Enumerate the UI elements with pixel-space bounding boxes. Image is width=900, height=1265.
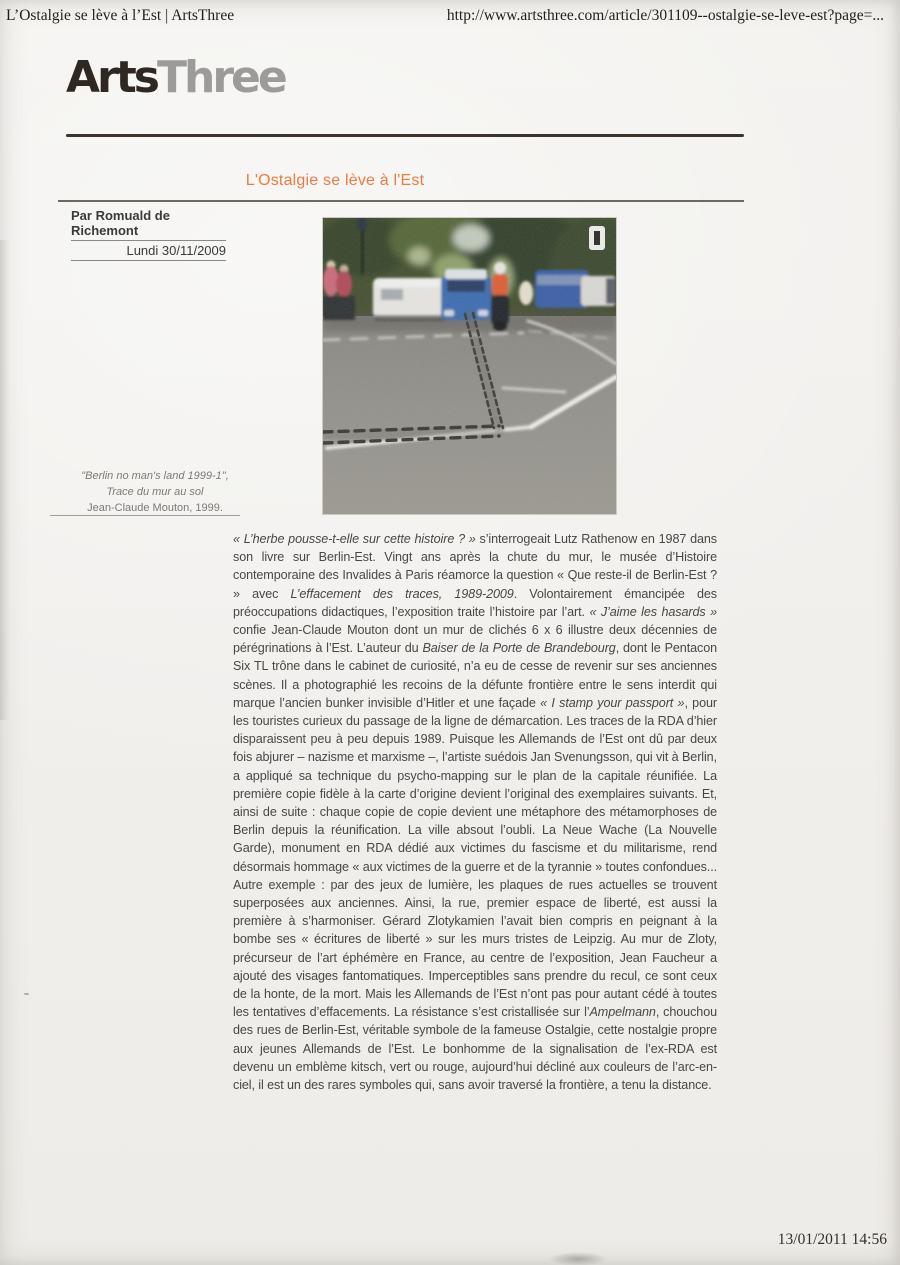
print-header-url: http://www.artsthree.com/article/301109--ostalgie-se-leve-est?page=... <box>446 7 884 24</box>
article-photo <box>323 218 616 514</box>
print-header-title: L’Ostalgie se lève à l’Est | ArtsThree <box>6 7 235 24</box>
photo-caption-credit: Jean-Claude Mouton, 1999. <box>87 502 223 515</box>
logo-three: Three <box>156 52 285 103</box>
byline-block <box>71 206 226 261</box>
logo-arts: Arts <box>66 52 157 103</box>
article-author: Par Romuald de Richemont <box>71 206 226 241</box>
artsthree-logo <box>66 52 285 103</box>
scan-speck <box>24 993 29 995</box>
photo-caption <box>65 468 245 517</box>
article-date: Lundi 30/11/2009 <box>71 241 226 261</box>
title-divider <box>58 200 744 202</box>
scan-smudge <box>0 240 10 720</box>
print-timestamp: 13/01/2011 14:56 <box>777 1231 887 1248</box>
article-body: « L’herbe pousse-t-elle sur cette histoire ? » s’interrogeait Lutz Rathenow en 1987 dans son livre sur Berlin-Est. Vingt ans après la chute du mur, le musée d’Histoire contemporaine des Invalides à Paris réamorce la question « Que reste-il de Berlin-Est ? » avec L’effacement des traces, 1989-2009. Volontairement émancipée des préoccupations didactiques, l’exposition traite l’histoire par l’art. « J’aime les hasards » confie Jean-Claude Mouton dont un mur de clichés 6 x 6 illustre deux décennies de pérégrinations à l’Est. L’auteur du Baiser de la Porte de Brandebourg, dont le Pentacon Six TL trône dans le cabinet de curiosité, n’a eu de cesse de revenir sur ses anciennes scènes. Il a photographié les recoins de la défunte frontière entre le sens interdit qui marque l’ancien bunker invisible d’Hitler et une façade « I stamp your passport », pour les touristes curieux du passage de la ligne de démarcation. Les traces de la RDA d’hier disparaissent peu à peu depuis 1989. Puisque les Allemands de l’Est ont dû par deux fois abjurer – nazisme et marxisme –, l’artiste suédois Jan Svenungsson, qui vit à Berlin, a appliqué sa technique du psycho-mapping sur le plan de la capitale réunifiée. La première copie fidèle à la carte d’origine devient l’original des exemplaires suivants. Et, ainsi de suite : chaque copie de copie devient une métaphore des métamorphoses de Berlin depuis la réunification. La ville absout l’oubli. La Neue Wache (La Nouvelle Garde), monument en RDA dédié aux victimes du fascisme et du militarisme, rend désormais hommage « aux victimes de la guerre et de la tyrannie » toutes confondues... Autre exemple : par des jeux de lumière, les plaques de rues actuelles se trouvent superposées aux anciennes. Ainsi, la rue, premier espace de liberté, est aussi la première à s’harmoniser. Gérard Zlotykamien l’avait bien compris en peignant à la bombe ses « écritures de liberté » sur les murs tristes de Leipzig. Au mur de Zloty, précurseur de l’art éphémère en France, au centre de l’exposition, Jean Faucheur a ajouté des visages fantomatiques. Imperceptibles sans prendre du recul, ce sont ceux de la honte, de la mort. Mais les Allemands de l’Est n’ont pas pour autant cédé à toutes les tentatives d’effacements. La résistance s’est cristallisée sur l’Ampelmann, chouchou des rues de Berlin-Est, véritable symbole de la fameuse Ostalgie, cette nostalgie propre aux jeunes Allemands de l’Est. Le bonhomme de la signalisation de l’ex-RDA est devenu un emblème kitsch, vert ou rouge, aujourd’hui décliné aux couleurs de l’arc-en-ciel, il est un des rares symboles qui, sans avoir traversé la frontière, a tenu la distance. <box>233 532 718 1093</box>
caption-divider <box>50 515 240 516</box>
photo-caption-line: Trace du mur au sol <box>106 486 204 499</box>
photo-caption-line: "Berlin no man's land 1999-1", <box>81 470 229 482</box>
article-title: L'Ostalgie se lève à l'Est <box>245 172 425 189</box>
header-divider <box>66 134 744 137</box>
street-scene-illustration <box>323 218 616 514</box>
scan-blob <box>548 1252 608 1265</box>
